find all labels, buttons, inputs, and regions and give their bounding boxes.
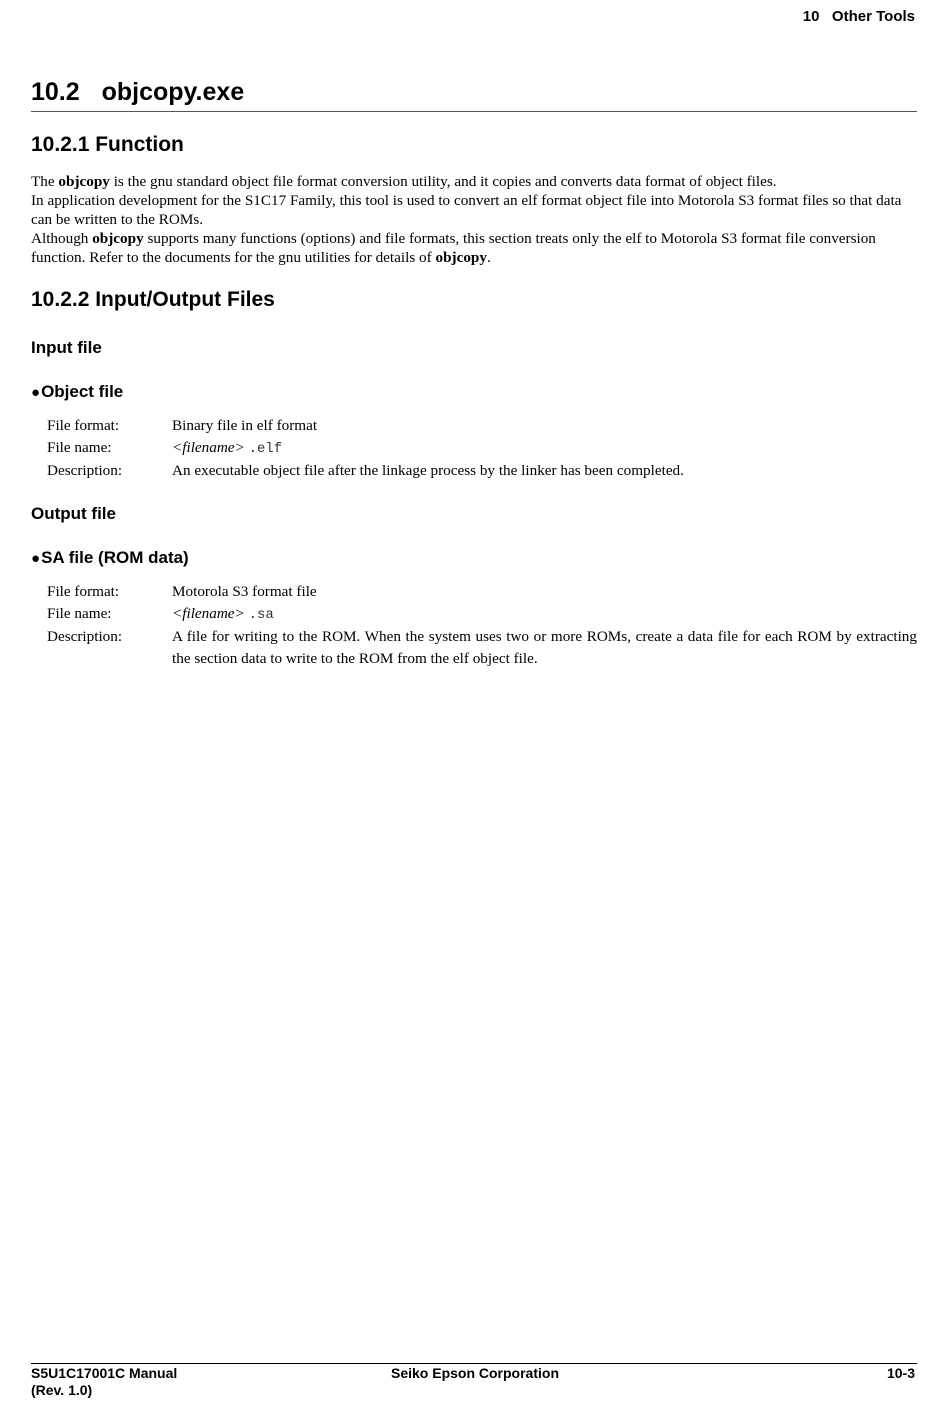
function-paragraph-2: In application development for the S1C17 Family, this tool is used to convert an elf format object file into Motorola S3 format files so that data can be written to the ROMs. [31,192,902,228]
row-label: File name: [47,439,112,456]
p3-pre: Although [31,230,93,247]
row-label: File format: [47,417,120,434]
input-file-heading: Input file [31,338,102,357]
io-heading: 10.2.2 Input/Output Files [31,288,275,311]
footer-rule [31,1363,917,1364]
file-extension: .elf [248,441,283,457]
function-paragraph-1 [31,172,921,191]
table-row [47,437,917,460]
row-label: File name: [47,605,112,622]
row-value: A file for writing to the ROM. When the system uses two or more ROMs, create a data file for each ROM by extracting the section data to write to the ROM from the elf object file. [172,628,917,667]
row-label: Description: [47,628,123,645]
row-label: Description: [47,462,123,479]
object-file-heading [31,382,123,402]
function-body [31,172,921,267]
footer-page-number [887,1365,915,1382]
row-value: Motorola S3 format file [172,583,317,600]
section-heading-rule [31,111,917,112]
file-extension: .sa [248,607,274,623]
object-file-title: Object file [41,382,124,401]
sa-file-title: SA file (ROM data) [41,548,189,567]
p3-post: . [486,249,491,266]
page-number: 10-3 [886,1365,915,1381]
row-label: File format: [47,583,120,600]
filename-placeholder: <filename> [172,605,245,622]
section-heading [31,78,244,107]
footer-company [0,1365,950,1382]
p3-mid: supports many functions (options) and file formats, this section treats only the elf to Motorola S3 format file conversion function. Refer to the documents for the gnu utilities for details of [31,230,876,266]
manual-title: S5U1C17001C Manual [31,1365,178,1381]
company-name: Seiko Epson Corporation [390,1365,559,1381]
running-header [803,8,915,25]
output-file-table [47,581,917,670]
bullet-icon: ● [31,384,41,401]
filename-placeholder: <filename> [172,439,245,456]
row-value [172,437,917,460]
table-row [47,626,917,670]
p1-pre: The [31,173,59,190]
p3-bold2: objcopy [435,249,487,266]
function-heading: 10.2.1 Function [31,133,184,156]
table-row [47,460,917,482]
table-row [47,603,917,626]
p1-bold: objcopy [58,173,110,190]
row-value [172,603,917,626]
table-row [47,415,917,437]
p3-bold: objcopy [92,230,144,247]
table-row [47,581,917,603]
section-title: objcopy.exe [101,78,245,106]
input-file-table [47,415,917,482]
row-value: Binary file in elf format [172,417,318,434]
row-value: An executable object file after the linkage process by the linker has been completed. [172,462,684,479]
sa-file-heading [31,548,189,568]
section-number: 10.2 [31,78,80,106]
chapter-label: 10 Other Tools [802,8,915,25]
manual-revision: (Rev. 1.0) [31,1382,93,1398]
output-file-heading: Output file [31,504,116,523]
p1-post: is the gnu standard object file format conversion utility, and it copies and converts data format of object files. [109,173,777,190]
function-paragraph-3 [31,229,921,267]
bullet-icon: ● [31,550,41,567]
